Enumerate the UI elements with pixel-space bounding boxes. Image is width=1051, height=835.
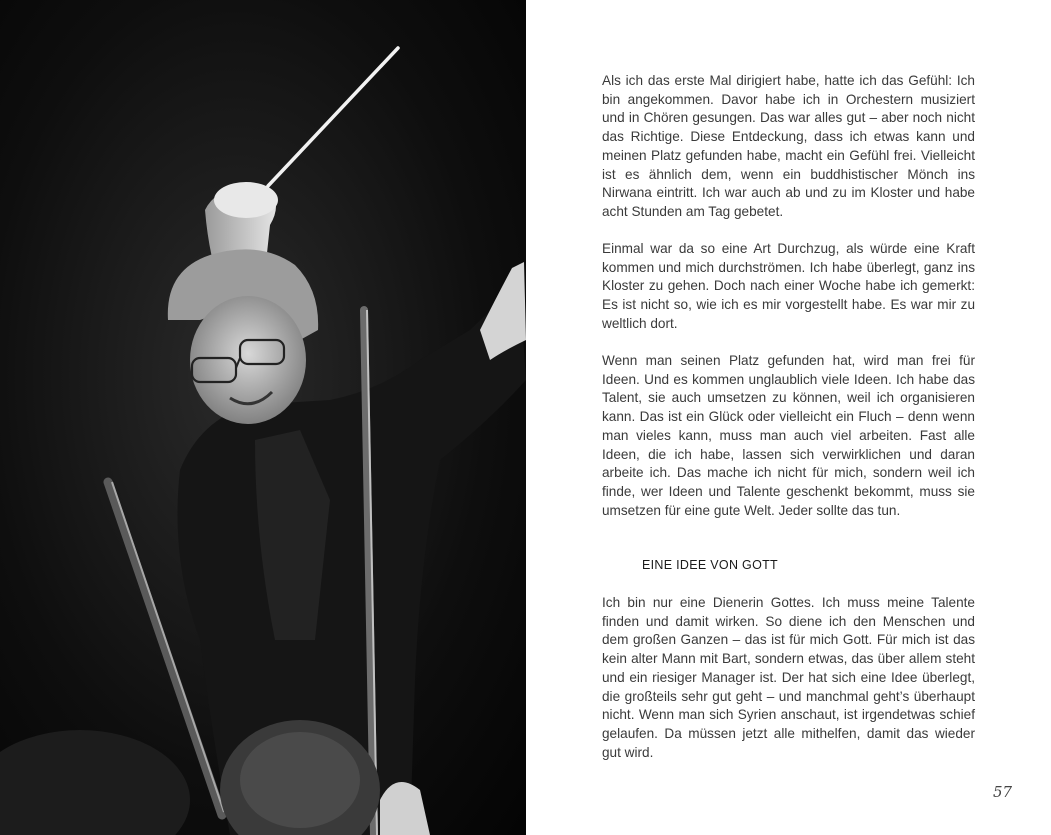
page-number: 57 bbox=[993, 783, 1013, 801]
paragraph-1: Als ich das erste Mal dirigiert habe, hatte ich das Gefühl: Ich bin angekommen. Davor habe ich in Orchestern musiziert und in Chören gesungen. Das war alles gut – aber noch nicht das Richtige. Diese Entdeckung, dass ich etwas kann und meinen Platz gefunden habe, macht ein Gefühl frei. Vielleicht ist es ähnlich dem, wenn ein buddhistischer Mönch ins Nirwana eintritt. Ich war auch ab und zu im Kloster und habe acht Stunden am Tag gebetet. bbox=[602, 73, 975, 219]
paragraph-3: Wenn man seinen Platz gefunden hat, wird man frei für Ideen. Und es kommen unglaublich viele Ideen. Ich habe das Talent, sie auch umsetzen zu können, weil ich organisieren kann. Das ist ein Glück oder vielleicht ein Fluch – denn wenn man vieles kann, muss man auch viel arbeiten. Fast alle Ideen, die ich habe, lassen sich verwirklichen und daran arbeite ich. Das mache ich nicht für mich, sondern weil ich finde, wer Ideen und Talente geschenkt bekommt, muss sie umsetzen für eine gute Welt. Jeder sollte das tun. bbox=[602, 353, 975, 518]
section-heading: EINE IDEE VON GOTT bbox=[642, 558, 778, 572]
paragraph-4: Ich bin nur eine Dienerin Gottes. Ich muss meine Talente finden und damit wirken. So diene ich den Menschen und dem großen Ganzen – das ist für mich Gott. Für mich ist das kein alter Mann mit Bart, sondern etwas, das über allem steht und ein riesiger Manager ist. Der hat sich eine Idee überlegt, die großteils sehr gut geht – und manchmal geht’s überhaupt nicht. Wenn man sich Syrien anschaut, ist irgendetwas schief gelaufen. Da müssen jetzt alle mithelfen, damit das wieder gut wird. bbox=[602, 595, 975, 760]
paragraph-2: Einmal war da so eine Art Durchzug, als würde eine Kraft kommen und mich durchströmen. Ich habe überlegt, ganz ins Kloster zu gehen. Doch nach einer Woche habe ich gemerkt: Es ist nicht so, wie ich es mir vorgestellt habe. Es war mir zu weltlich dort. bbox=[602, 241, 975, 331]
